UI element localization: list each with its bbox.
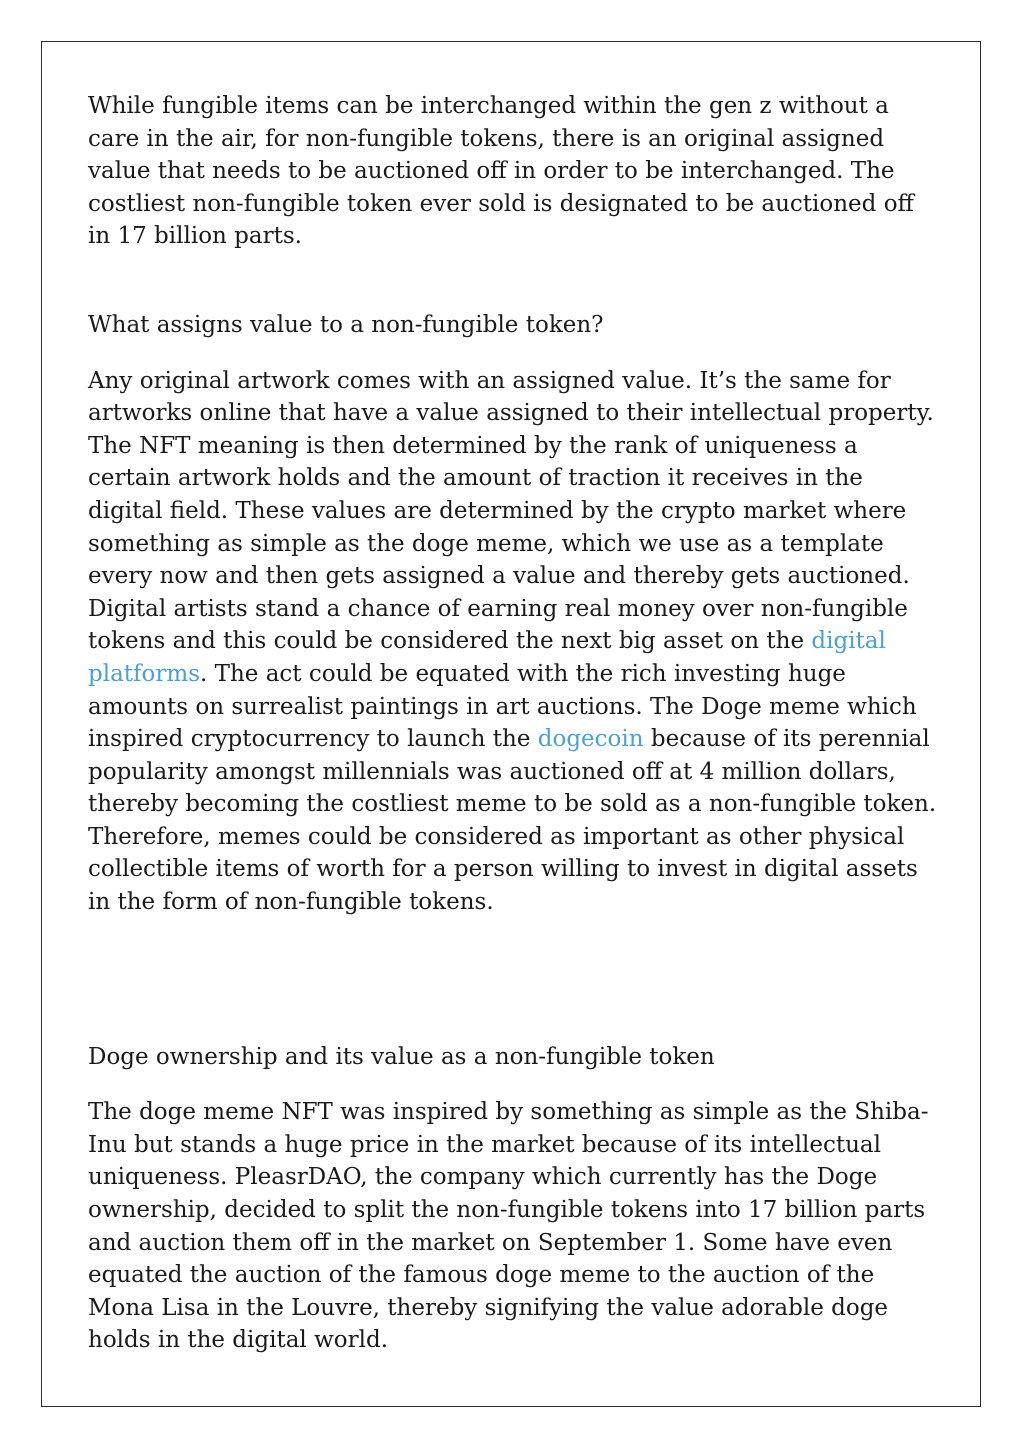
paragraph-intro: While fungible items can be interchanged within the gen z without a care in the air, for non-fungible tokens, there is an original assigned value that needs to be auctioned off in order to be interchanged. The costliest non-fungible token ever sold is designated to be auctioned off in 17 billion parts. <box>88 93 914 250</box>
section-heading-value: What assigns value to a non-fungible token? <box>88 311 604 338</box>
paragraph-doge: The doge meme NFT was inspired by something as simple as the Shiba-Inu but stands a huge price in the market because of its intellectual uniqueness. PleasrDAO, the company which currently has the Doge ownership, decided to split the non-fungible tokens into 17 billion parts and auction them off in the market on September 1. Some have even equated the auction of the famous doge meme to the auction of the Mona Lisa in the Louvre, thereby signifying the value adorable doge holds in the digital world. <box>88 1099 929 1354</box>
paragraph-value-text-b: . The act could be equated with the rich investing huge amounts on surrealist paintings in art auctions. The Doge meme which inspired cryptocurrency to launch the <box>88 660 917 753</box>
dogecoin-link[interactable]: dogecoin <box>537 726 644 753</box>
section-heading-doge: Doge ownership and its value as a non-fungible token <box>88 1043 715 1070</box>
document-body <box>88 90 938 1357</box>
digital-platforms-link[interactable]: digital platforms <box>88 628 886 687</box>
paragraph-value-text-c: because of its perennial popularity amongst millennials was auctioned off at 4 million dollars, thereby becoming the costliest meme to be sold as a non-fungible token. Therefore, memes could be considered as important as other physical collectible items of worth for a person willing to invest in digital assets in the form of non-fungible tokens. <box>88 726 937 916</box>
paragraph-value <box>88 365 938 919</box>
paragraph-value-text-a: Any original artwork comes with an assigned value. It’s the same for artworks online that have a value assigned to their intellectual property. The NFT meaning is then determined by the rank of uniqueness a certain artwork holds and the amount of traction it receives in the digital field. These values are determined by the crypto market where something as simple as the doge meme, which we use as a template every now and then gets assigned a value and thereby gets auctioned. Digital artists stand a chance of earning real money over non-fungible tokens and this could be considered the next big asset on the <box>88 367 934 655</box>
